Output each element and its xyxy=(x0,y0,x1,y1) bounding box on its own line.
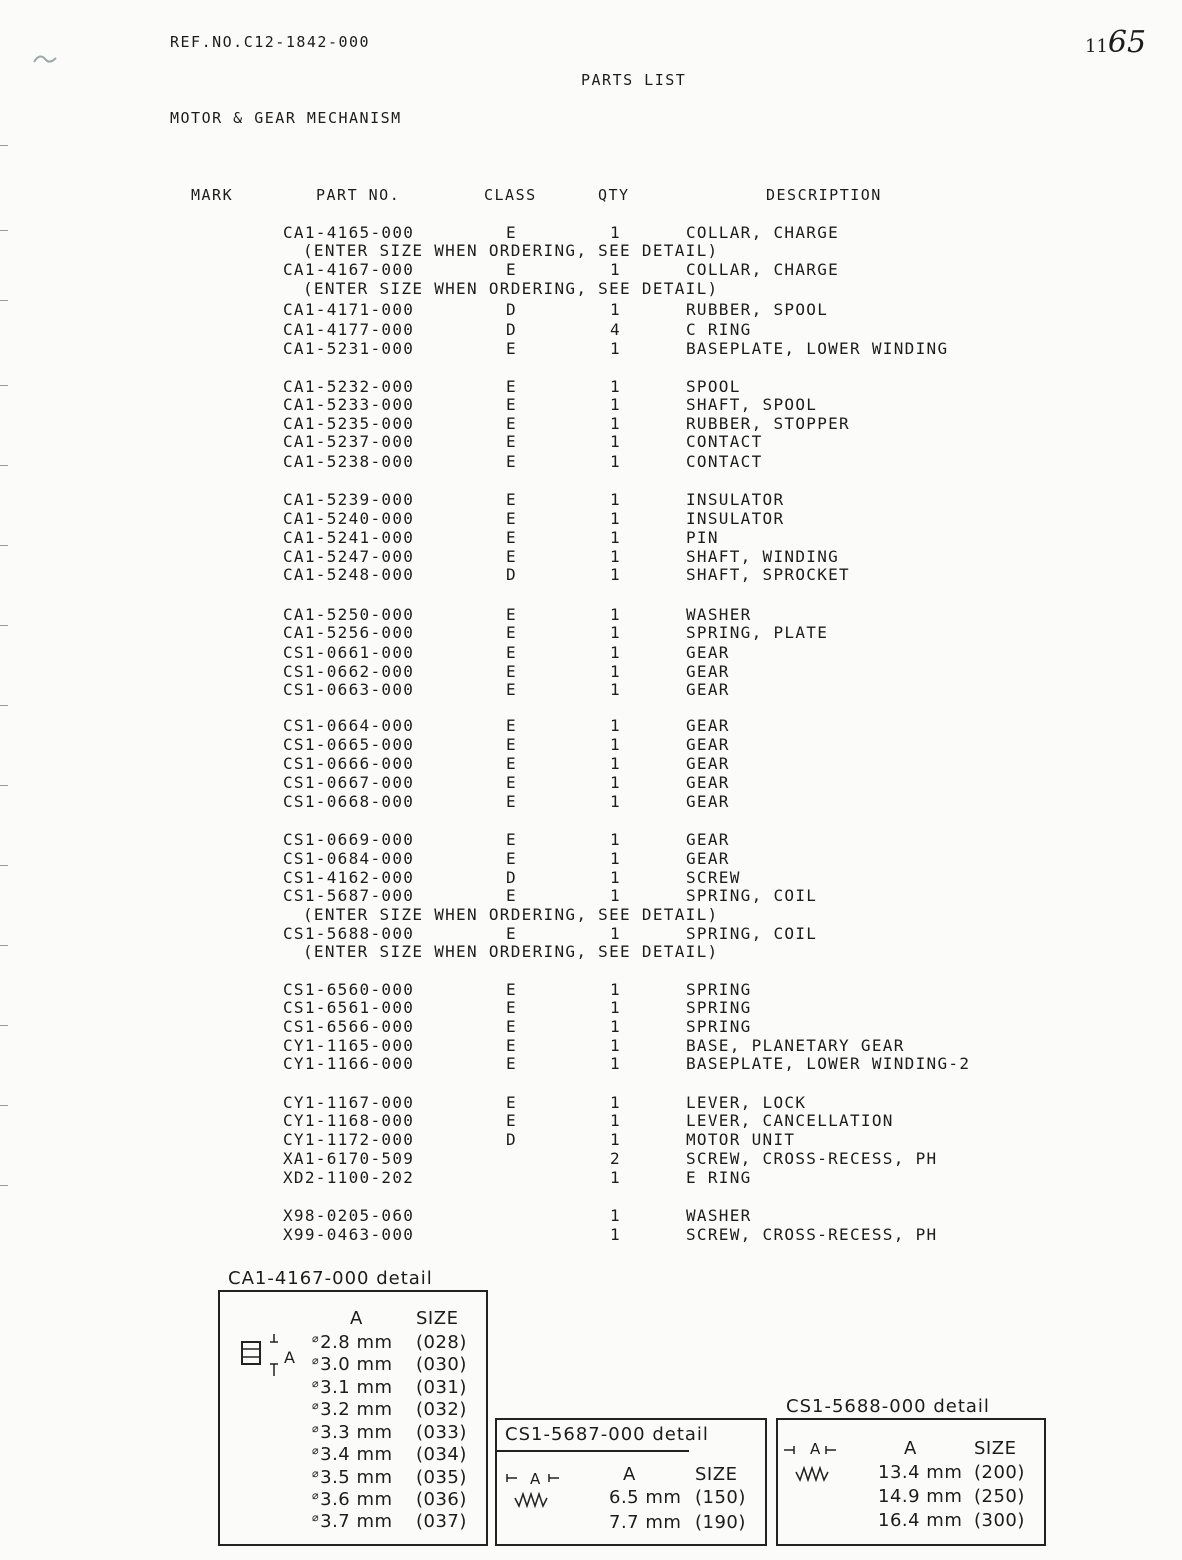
table-row: CA1-5240-000 E 1 INSULATOR xyxy=(283,509,785,528)
table-row: CS1-5687-000 E 1 SPRING, COIL xyxy=(283,886,818,905)
spring-5688-a: 13.4 mm xyxy=(878,1462,963,1483)
collar-size: (035) xyxy=(416,1467,467,1488)
collar-row: ⌀3.2 mm xyxy=(312,1399,393,1420)
table-row: CA1-5250-000 E 1 WASHER xyxy=(283,605,752,624)
collar-row: ⌀3.5 mm xyxy=(312,1467,393,1488)
table-row: CS1-0668-000 E 1 GEAR xyxy=(283,792,730,811)
scan-smudge xyxy=(30,48,60,68)
table-row: CA1-5235-000 E 1 RUBBER, STOPPER xyxy=(283,414,850,433)
table-row: CS1-0662-000 E 1 GEAR xyxy=(283,662,730,681)
collar-dim-label: A xyxy=(284,1348,296,1367)
spring-5688-a: 14.9 mm xyxy=(878,1486,963,1507)
table-row: XA1-6170-509 2 SCREW, CROSS-RECESS, PH xyxy=(283,1149,938,1168)
spring-5688-size: (300) xyxy=(974,1510,1025,1531)
ordering-note: (ENTER SIZE WHEN ORDERING, SEE DETAIL) xyxy=(303,905,719,924)
spring-5688-dim-label: A xyxy=(810,1440,821,1458)
table-row: CA1-5239-000 E 1 INSULATOR xyxy=(283,490,785,509)
diameter-icon: ⌀ xyxy=(312,1444,320,1457)
diameter-icon: ⌀ xyxy=(312,1332,320,1345)
collar-size: (037) xyxy=(416,1511,467,1532)
table-row: CA1-5231-000 E 1 BASEPLATE, LOWER WINDING xyxy=(283,339,949,358)
spring-5688-col-a: A xyxy=(904,1438,917,1459)
table-row: CA1-5248-000 D 1 SHAFT, SPROCKET xyxy=(283,565,850,584)
ordering-note: (ENTER SIZE WHEN ORDERING, SEE DETAIL) xyxy=(303,241,719,260)
table-row: CS1-0667-000 E 1 GEAR xyxy=(283,773,730,792)
spring-5688-size: (250) xyxy=(974,1486,1025,1507)
diameter-icon: ⌀ xyxy=(312,1489,320,1502)
spring-5687-dim-label: A xyxy=(530,1470,541,1488)
collar-size: (031) xyxy=(416,1377,467,1398)
table-row: CS1-6560-000 E 1 SPRING xyxy=(283,980,752,999)
table-row: CS1-0684-000 E 1 GEAR xyxy=(283,849,730,868)
collar-row: ⌀3.6 mm xyxy=(312,1489,393,1510)
collar-row: ⌀3.3 mm xyxy=(312,1422,393,1443)
spring-5688-size: (200) xyxy=(974,1462,1025,1483)
table-row: CA1-5238-000 E 1 CONTACT xyxy=(283,452,763,471)
diameter-icon: ⌀ xyxy=(312,1354,320,1367)
collar-col-size: SIZE xyxy=(416,1308,459,1329)
col-header-description: DESCRIPTION xyxy=(766,186,882,204)
col-header-part-no: PART NO. xyxy=(316,186,401,204)
page-number-typed: 11 xyxy=(1085,36,1108,57)
col-header-mark: MARK xyxy=(191,186,234,204)
spring-5688-detail-title: CS1-5688-000 detail xyxy=(786,1396,990,1417)
table-row: CS1-0669-000 E 1 GEAR xyxy=(283,830,730,849)
collar-row: ⌀3.1 mm xyxy=(312,1377,393,1398)
table-row: CS1-6561-000 E 1 SPRING xyxy=(283,998,752,1017)
ordering-note: (ENTER SIZE WHEN ORDERING, SEE DETAIL) xyxy=(303,942,719,961)
collar-diagram-icon xyxy=(240,1332,280,1382)
collar-col-a: A xyxy=(350,1308,363,1329)
table-row: CS1-0665-000 E 1 GEAR xyxy=(283,735,730,754)
table-row: XD2-1100-202 1 E RING xyxy=(283,1168,752,1187)
collar-detail-box xyxy=(218,1290,488,1546)
table-row: CS1-4162-000 D 1 SCREW xyxy=(283,868,741,887)
spring-5688-col-size: SIZE xyxy=(974,1438,1017,1459)
spring-5687-a: 6.5 mm xyxy=(609,1487,682,1508)
table-row: CA1-5232-000 E 1 SPOOL xyxy=(283,377,741,396)
collar-detail-title: CA1-4167-000 detail xyxy=(228,1268,433,1289)
table-row: CA1-5241-000 E 1 PIN xyxy=(283,528,719,547)
spring-5687-detail-title: CS1-5687-000 detail xyxy=(505,1424,709,1445)
table-row: CY1-1168-000 E 1 LEVER, CANCELLATION xyxy=(283,1111,894,1130)
ref-number: REF.NO.C12-1842-000 xyxy=(170,33,371,51)
ordering-note: (ENTER SIZE WHEN ORDERING, SEE DETAIL) xyxy=(303,279,719,298)
table-row: CA1-4177-000 D 4 C RING xyxy=(283,320,752,339)
collar-size: (030) xyxy=(416,1354,467,1375)
table-row: CA1-5247-000 E 1 SHAFT, WINDING xyxy=(283,547,840,566)
collar-row: ⌀3.7 mm xyxy=(312,1511,393,1532)
diameter-icon: ⌀ xyxy=(312,1467,320,1480)
table-row: CY1-1165-000 E 1 BASE, PLANETARY GEAR xyxy=(283,1036,905,1055)
page-number-handwritten: 65 xyxy=(1107,25,1147,60)
table-row: X98-0205-060 1 WASHER xyxy=(283,1206,752,1225)
collar-size: (034) xyxy=(416,1444,467,1465)
table-row: CA1-4171-000 D 1 RUBBER, SPOOL xyxy=(283,300,829,319)
spring-5687-a: 7.7 mm xyxy=(609,1512,682,1533)
collar-row: ⌀3.4 mm xyxy=(312,1444,393,1465)
spring-5687-detail-box xyxy=(495,1418,767,1546)
spring-5687-col-size: SIZE xyxy=(695,1464,738,1485)
spring-5688-detail-box xyxy=(776,1418,1046,1546)
collar-size: (033) xyxy=(416,1422,467,1443)
spring-5687-size: (190) xyxy=(695,1512,746,1533)
col-header-class: CLASS xyxy=(484,186,537,204)
table-row: CS1-0661-000 E 1 GEAR xyxy=(283,643,730,662)
diameter-icon: ⌀ xyxy=(312,1422,320,1435)
table-row: CS1-6566-000 E 1 SPRING xyxy=(283,1017,752,1036)
table-row: CA1-4165-000 E 1 COLLAR, CHARGE xyxy=(283,223,840,242)
spring-5687-col-a: A xyxy=(623,1464,636,1485)
diameter-icon: ⌀ xyxy=(312,1399,320,1412)
table-row: CA1-5233-000 E 1 SHAFT, SPOOL xyxy=(283,395,818,414)
table-row: CY1-1167-000 E 1 LEVER, LOCK xyxy=(283,1093,807,1112)
collar-row: ⌀3.0 mm xyxy=(312,1354,393,1375)
table-row: CA1-4167-000 E 1 COLLAR, CHARGE xyxy=(283,260,840,279)
section-title: MOTOR & GEAR MECHANISM xyxy=(170,109,402,127)
collar-row: ⌀2.8 mm xyxy=(312,1332,393,1353)
collar-size: (032) xyxy=(416,1399,467,1420)
page-number xyxy=(1085,25,1146,60)
table-row: CS1-5688-000 E 1 SPRING, COIL xyxy=(283,924,818,943)
table-row: CS1-0663-000 E 1 GEAR xyxy=(283,680,730,699)
table-row: CS1-0664-000 E 1 GEAR xyxy=(283,716,730,735)
page-title: PARTS LIST xyxy=(581,71,687,89)
collar-size: (028) xyxy=(416,1332,467,1353)
diameter-icon: ⌀ xyxy=(312,1377,320,1390)
spring-5687-size: (150) xyxy=(695,1487,746,1508)
table-row: CA1-5237-000 E 1 CONTACT xyxy=(283,432,763,451)
table-row: X99-0463-000 1 SCREW, CROSS-RECESS, PH xyxy=(283,1225,938,1244)
col-header-qty: QTY xyxy=(598,186,630,204)
diameter-icon: ⌀ xyxy=(312,1511,320,1524)
spring-5688-a: 16.4 mm xyxy=(878,1510,963,1531)
collar-size: (036) xyxy=(416,1489,467,1510)
table-row: CA1-5256-000 E 1 SPRING, PLATE xyxy=(283,623,829,642)
table-row: CY1-1166-000 E 1 BASEPLATE, LOWER WINDING-2 xyxy=(283,1054,971,1073)
table-row: CY1-1172-000 D 1 MOTOR UNIT xyxy=(283,1130,796,1149)
table-row: CS1-0666-000 E 1 GEAR xyxy=(283,754,730,773)
